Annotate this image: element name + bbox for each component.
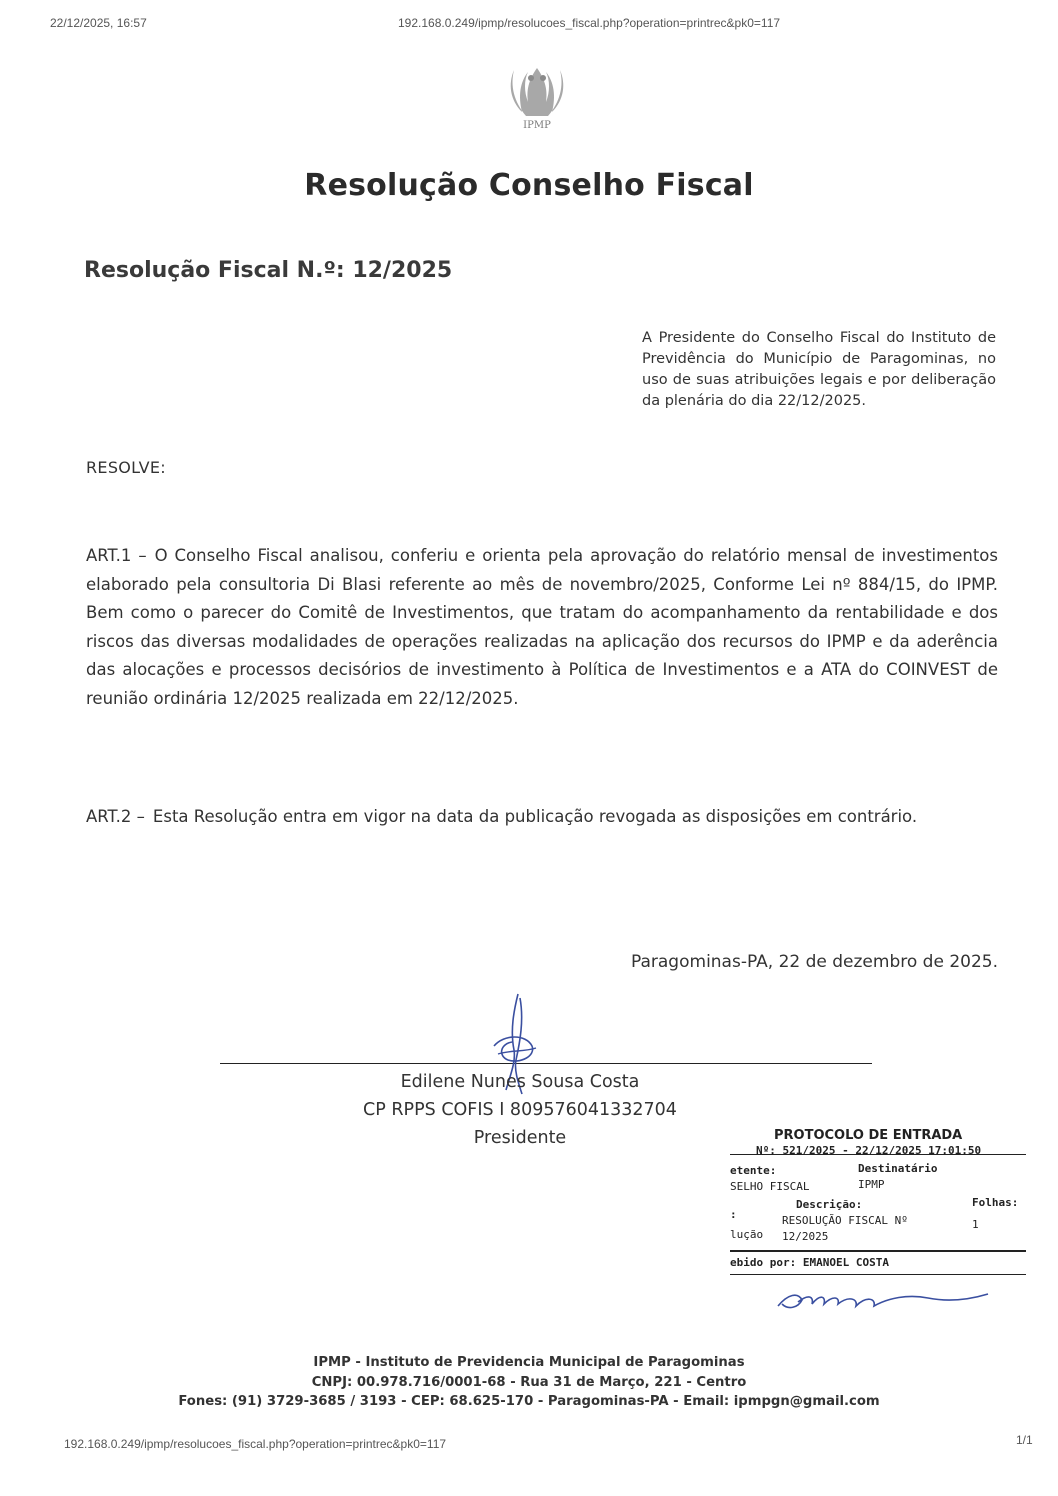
preamble: A Presidente do Conselho Fiscal do Instituto de Previdência do Município de Paragominas, no uso de suas atribuições legais e por deliberação da plenária do dia 22/12/2025.	[642, 330, 996, 409]
stamp-folhas-label: Folhas:	[972, 1196, 1019, 1209]
page-title: Resolução Conselho Fiscal	[304, 168, 754, 203]
footer-contact: Fones: (91) 3729-3685 / 3193 - CEP: 68.625-170 - Paragominas-PA - Email: ipmpgn@gmail.com	[178, 1394, 880, 1409]
resolve-heading: RESOLVE:	[86, 458, 166, 477]
stamp-signature-icon	[768, 1280, 998, 1316]
print-footer-url: 192.168.0.249/ipmp/resolucoes_fiscal.php?operation=printrec&pk0=117	[64, 1437, 447, 1451]
stamp-tipo-value: lução	[730, 1228, 764, 1241]
article-1-text: O Conselho Fiscal analisou, conferiu e orienta pela aprovação do relatório mensal de investimentos elaborado pela consultoria Di Blasi referente ao mês de novembro/2025, Conforme Lei nº 884/15, do IPMP. Bem como o parecer do Comitê de Investimentos, que tratam do acompanhamento da rentabilidade e dos riscos das diversas modalidades de operações realizadas na aplicação dos recursos do IPMP e da aderência das alocações e processos decisórios de investimento à Política de Investimentos e a ATA do COINVEST de reunião ordinária 12/2025 realizada em 22/12/2025.	[86, 546, 998, 708]
article-2-label: ART.2 –	[86, 807, 145, 826]
print-datetime: 22/12/2025, 16:57	[50, 16, 147, 30]
signatory-name: Edilene Nunes Sousa Costa	[400, 1072, 640, 1092]
stamp-remetente-value: SELHO FISCAL	[730, 1180, 810, 1193]
signatory-role: Presidente	[473, 1128, 567, 1148]
stamp-divider	[730, 1250, 1026, 1252]
place-date: Paragominas-PA, 22 de dezembro de 2025.	[631, 952, 998, 972]
article-1	[86, 542, 998, 714]
stamp-title: PROTOCOLO DE ENTRADA	[774, 1128, 963, 1143]
article-1-label: ART.1 –	[86, 546, 147, 565]
protocol-stamp	[716, 1124, 1042, 1320]
article-2-text: Esta Resolução entra em vigor na data da publicação revogada as disposições em contrário.	[152, 807, 918, 826]
stamp-descricao-line2: 12/2025	[782, 1230, 829, 1243]
signatory-credential: CP RPPS COFIS I 809576041332704	[363, 1100, 677, 1120]
resolution-number: Resolução Fiscal N.º: 12/2025	[84, 258, 453, 283]
footer-address: CNPJ: 00.978.716/0001-68 - Rua 31 de Março, 221 - Centro	[311, 1375, 747, 1390]
stamp-divider	[730, 1274, 1026, 1275]
stamp-number: Nº: 521/2025 - 22/12/2025 17:01:50	[756, 1144, 982, 1157]
print-url: 192.168.0.249/ipmp/resolucoes_fiscal.php?operation=printrec&pk0=117	[398, 16, 781, 30]
footer-institution: IPMP - Instituto de Previdencia Municipal de Paragominas	[313, 1355, 745, 1370]
stamp-destinatario-label: Destinatário	[858, 1162, 938, 1175]
logo-text: IPMP	[523, 120, 551, 131]
article-2	[86, 803, 998, 832]
stamp-tipo-label: :	[730, 1208, 737, 1221]
stamp-descricao-line1: RESOLUÇÃO FISCAL Nº	[782, 1214, 908, 1227]
print-page-number: 1/1	[1016, 1433, 1033, 1447]
stamp-descricao-label: Descrição:	[796, 1198, 863, 1211]
stamp-remetente-label: etente:	[730, 1164, 777, 1177]
stamp-folhas-value: 1	[972, 1218, 979, 1231]
ipmp-logo-icon	[498, 62, 576, 132]
stamp-recebido: ebido por: EMANOEL COSTA	[730, 1256, 889, 1269]
stamp-destinatario-value: IPMP	[858, 1178, 885, 1191]
stamp-divider	[730, 1154, 1026, 1155]
